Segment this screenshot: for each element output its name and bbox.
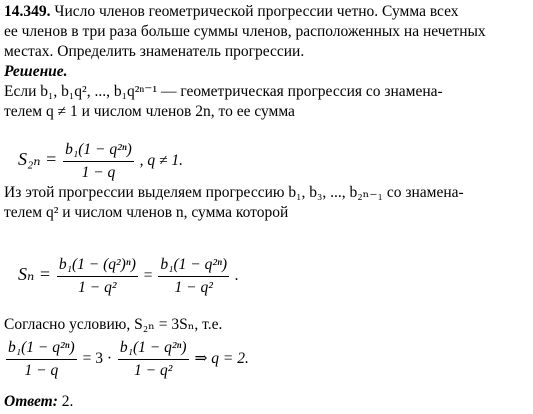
formula-3-fraction-2 [118,338,189,381]
solution-p2 [4,183,529,223]
formula-3-denominator-1: 1 − q [24,362,59,379]
formula-1-numerator: b₁(1 − q²ⁿ) [63,140,134,162]
formula-2-denominator-2: 1 − q² [174,279,213,296]
solution-p3-text: Согласно условию, S₂ₙ = 3Sₙ, т.е. [4,316,223,333]
formula-3-fraction-1 [6,338,77,381]
formula-sum-n [18,255,239,298]
answer-label: Ответ: [4,393,58,410]
problem-number: 14.349. [4,3,51,20]
problem-text-1: Число членов геометрической прогрессии четно. Сумма всех [54,3,459,20]
formula-2-lhs: Sₙ = [18,264,51,285]
solution-p2-line-2 [4,203,529,223]
solution-label-line [4,62,529,82]
formula-1-denominator: 1 − q [81,164,116,181]
formula-3-denominator-2: 1 − q² [134,362,173,379]
solution-p1-text-2: телем q ≠ 1 и числом членов 2n, то ее сумма [4,103,295,120]
formula-2-denominator-1: 1 − q² [78,279,117,296]
solution-p2-line-1 [4,183,529,203]
formula-3-tail: ⇒ q = 2. [194,350,249,368]
formula-2-numerator-2: b₁(1 − q²ⁿ) [158,255,229,277]
solution-p1-line-1 [4,82,529,102]
answer-value: 2. [61,393,74,410]
formula-3-middle: = 3 · [82,350,112,368]
formula-1-lhs: S₂ₙ = [18,149,58,170]
formula-1-tail: , q ≠ 1. [139,152,184,170]
formula-3-numerator-2: b₁(1 − q²ⁿ) [118,338,189,360]
solution-label: Решение. [4,63,68,80]
solution-p1-text-1: Если b₁, b₁q², ..., b₁q²ⁿ⁻¹ — геометрическая прогрессия со знамена- [4,83,443,100]
formula-2-equals: = [143,267,153,285]
problem-line-2 [4,22,529,42]
answer-block [4,392,529,412]
formula-condition [4,338,249,381]
problem-text-2: ее членов в три раза больше суммы членов, расположенных на нечетных [4,23,486,40]
formula-1-fraction [63,140,134,183]
document-page [4,2,529,122]
solution-p1-line-2 [4,102,529,122]
formula-2-fraction-1 [57,255,138,298]
solution-p3 [4,315,529,335]
solution-p2-text-2: телем q² и числом членов n, сумма которой [4,204,289,221]
problem-line-1 [4,2,529,22]
solution-p2-text-1: Из этой прогрессии выделяем прогрессию b₁, b₃, ..., b₂ₙ₋₁ со знамена- [4,184,464,201]
answer-line [4,392,529,412]
formula-2-tail: . [234,267,239,285]
formula-2-fraction-2 [158,255,229,298]
formula-sum-2n [18,140,183,183]
formula-2-numerator-1: b₁(1 − (q²)ⁿ) [57,255,138,277]
formula-3-numerator-1: b₁(1 − q²ⁿ) [6,338,77,360]
problem-line-3 [4,42,529,62]
solution-p3-line [4,315,529,335]
problem-text-3: местах. Определить знаменатель прогрессии. [4,43,305,60]
